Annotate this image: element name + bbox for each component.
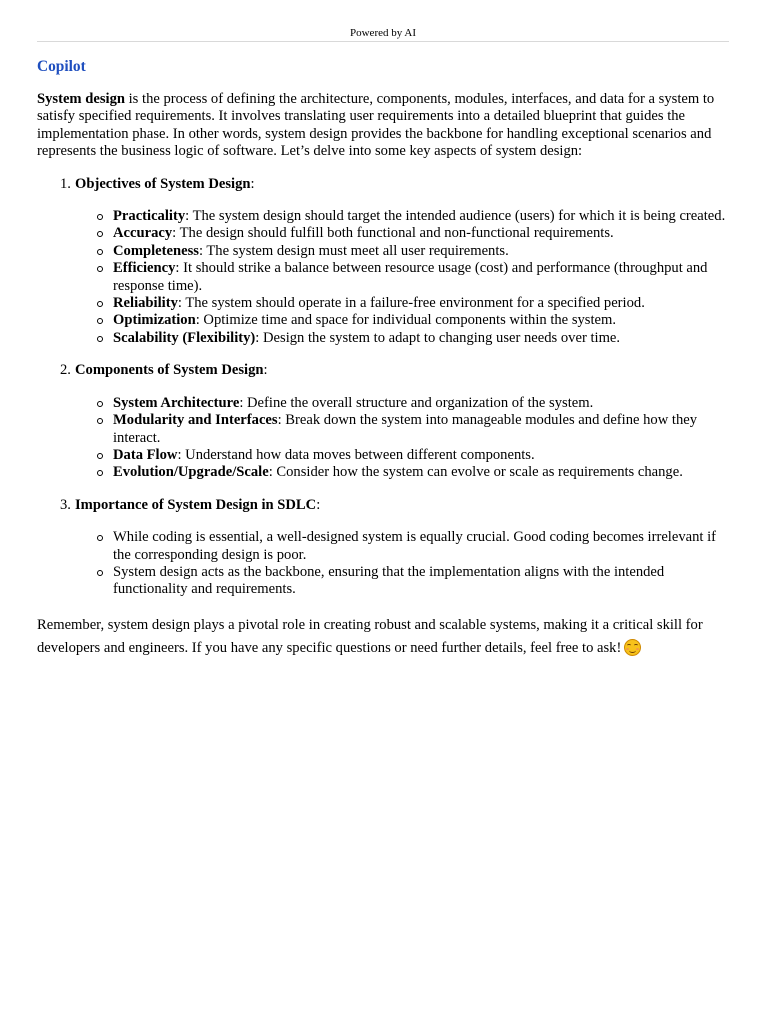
circle-bullet-icon <box>97 301 103 307</box>
list-item: System Architecture: Define the overall structure and organization of the system. <box>113 395 729 412</box>
list-item: Accuracy: The design should fulfill both functional and non-functional requirements. <box>113 225 729 242</box>
list-item: Practicality: The system design should target the intended audience (users) for which it is being created. <box>113 208 729 225</box>
list-item: While coding is essential, a well-designed system is equally crucial. Good coding becomes irrelevant if the corresponding design is poor. <box>113 529 729 564</box>
intro-paragraph <box>37 91 729 161</box>
circle-bullet-icon <box>97 570 103 576</box>
list-item: Scalability (Flexibility): Design the system to adapt to changing user needs over time. <box>113 330 729 347</box>
section-number: 2. <box>60 362 71 379</box>
circle-bullet-icon <box>97 249 103 255</box>
circle-bullet-icon <box>97 318 103 324</box>
section-heading-text: Components of System Design <box>75 362 264 379</box>
section-objectives <box>37 176 729 348</box>
intro-text: is the process of defining the architecture, components, modules, interfaces, and data for a system to satisfy specified requirements. It involves translating user requirements into a detailed blueprint that guides the implementation phase. In other words, system design provides the backbone for handling exceptional scenarios and represents the business logic of software. Let’s delve into some key aspects of system design: <box>37 91 715 160</box>
list-item: Completeness: The system design must meet all user requirements. <box>113 243 729 260</box>
section-heading-text: Importance of System Design in SDLC <box>75 496 317 513</box>
closing-paragraph <box>37 614 729 661</box>
circle-bullet-icon <box>97 336 103 342</box>
circle-bullet-icon <box>97 401 103 407</box>
components-list <box>75 395 729 482</box>
section-heading: 1. Objectives of System Design: <box>60 175 255 192</box>
powered-by-label: Powered by AI <box>350 27 416 39</box>
list-item: Reliability: The system should operate in a failure-free environment for a specified period. <box>113 295 729 312</box>
section-heading: 2. Components of System Design: <box>60 362 268 379</box>
list-item: Data Flow: Understand how data moves between different components. <box>113 447 729 464</box>
section-number: 1. <box>60 175 71 192</box>
intro-term: System design <box>37 91 125 107</box>
list-item: System design acts as the backbone, ensuring that the implementation aligns with the intended functionality and requirements. <box>113 564 729 599</box>
assistant-name: Copilot <box>37 58 86 75</box>
closing-text: Remember, system design plays a pivotal role in creating robust and scalable systems, making it a critical skill for developers and engineers. If you have any specific questions or need further details, feel free to ask! <box>37 616 703 657</box>
section-components <box>37 362 729 481</box>
circle-bullet-icon <box>97 231 103 237</box>
circle-bullet-icon <box>97 418 103 424</box>
circle-bullet-icon <box>97 266 103 272</box>
circle-bullet-icon <box>97 214 103 220</box>
response-content <box>37 58 729 661</box>
smiling-face-icon <box>624 639 641 656</box>
header-divider <box>37 41 729 42</box>
list-item: Optimization: Optimize time and space for individual components within the system. <box>113 312 729 329</box>
circle-bullet-icon <box>97 535 103 541</box>
section-heading: 3. Importance of System Design in SDLC: <box>60 496 321 513</box>
list-item: Efficiency: It should strike a balance between resource usage (cost) and performance (throughput and response time). <box>113 260 729 295</box>
circle-bullet-icon <box>97 453 103 459</box>
list-item: Modularity and Interfaces: Break down the system into manageable modules and define how they interact. <box>113 412 729 447</box>
objectives-list <box>75 208 729 347</box>
list-item: Evolution/Upgrade/Scale: Consider how the system can evolve or scale as requirements change. <box>113 464 729 481</box>
importance-list <box>75 529 729 599</box>
circle-bullet-icon <box>97 470 103 476</box>
section-importance <box>37 497 729 599</box>
section-heading-text: Objectives of System Design <box>75 175 251 192</box>
section-number: 3. <box>60 496 71 513</box>
